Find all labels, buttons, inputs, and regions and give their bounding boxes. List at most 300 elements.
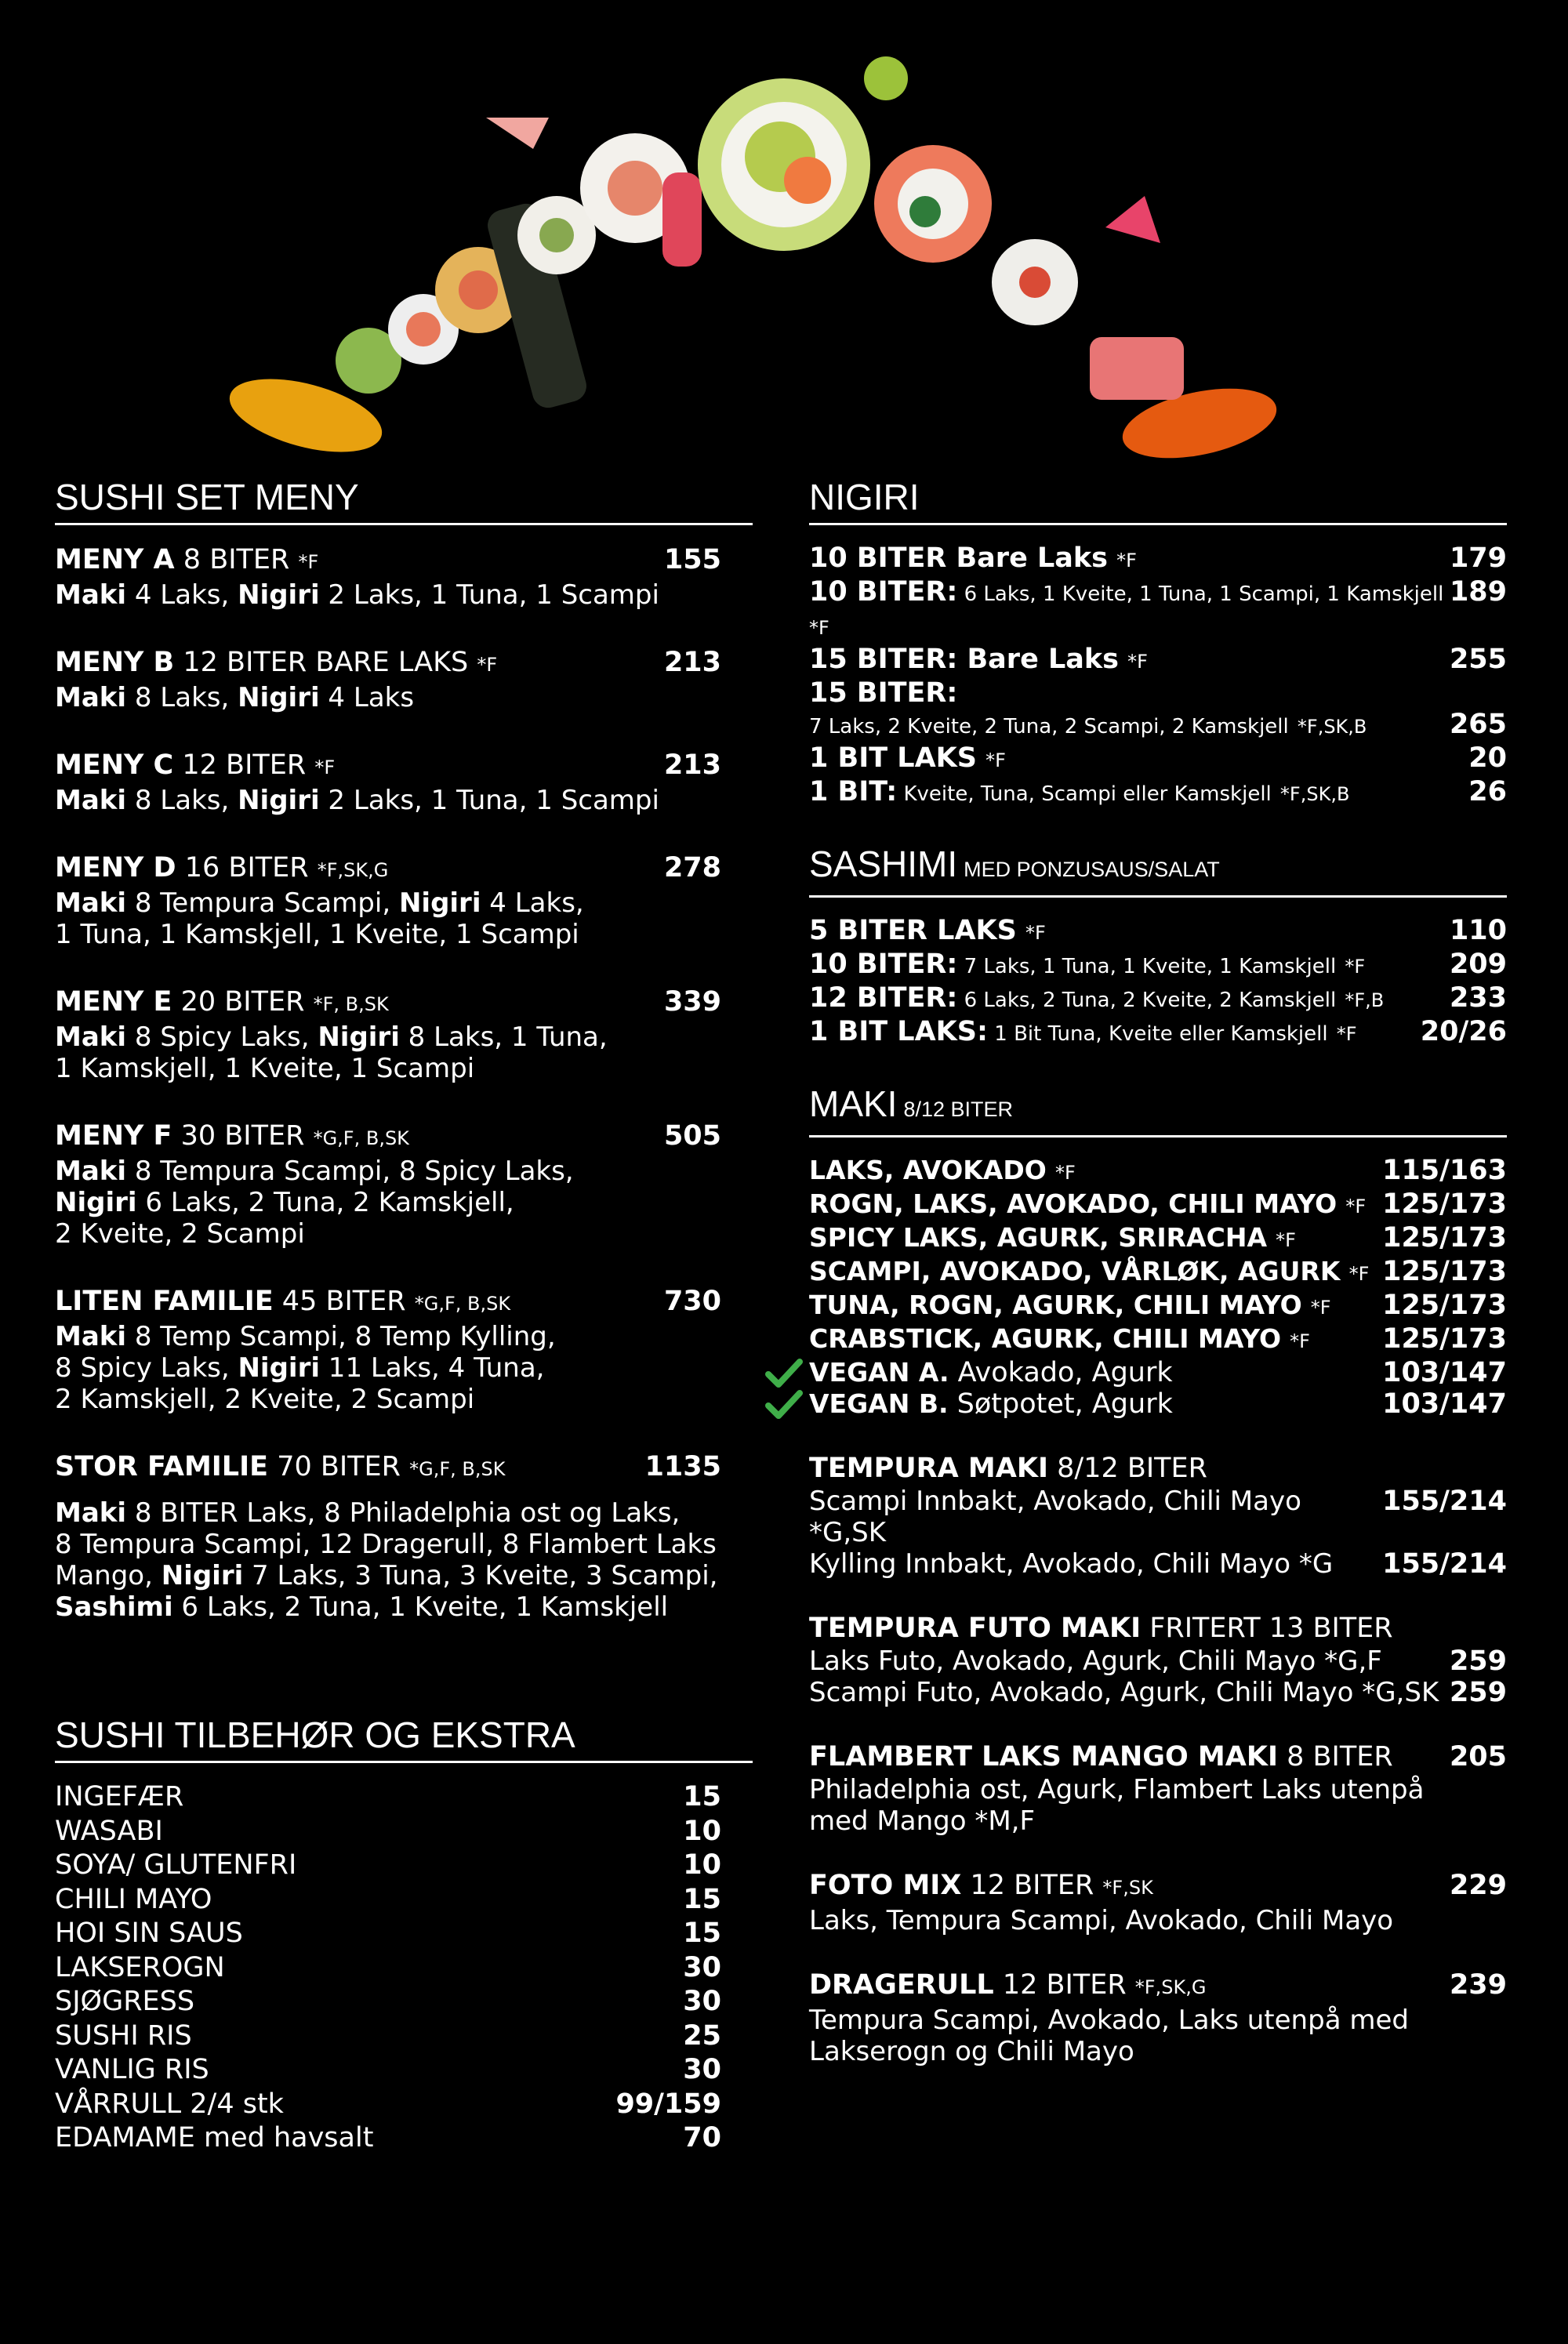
maki-row	[809, 1290, 1507, 1323]
extras-price: 99/159	[615, 2088, 721, 2120]
set-menu-description	[55, 1497, 753, 1529]
allergen-tag: *M,F	[975, 1805, 1036, 1837]
extras-name: SUSHI RIS	[55, 2019, 192, 2052]
sashimi-price: 20/26	[1420, 1016, 1507, 1047]
maki-label-bold: VEGAN A.	[809, 1357, 949, 1388]
extras-row	[55, 1985, 753, 2019]
nigiri-row	[809, 709, 1507, 742]
set-menu-price: 339	[663, 986, 721, 1018]
nigiri-row	[809, 742, 1507, 776]
maki-special-header	[809, 1451, 1507, 1486]
set-menu-pieces: 8 BITER	[183, 544, 290, 575]
maki-special-name: FLAMBERT LAKS MANGO MAKI	[809, 1741, 1278, 1773]
set-menu-description	[55, 1053, 753, 1084]
set-menu-pieces: 45 BITER	[281, 1286, 406, 1317]
maki-label	[809, 1388, 1173, 1420]
nigiri-label-bold: 15 BITER: Bare Laks	[809, 644, 1120, 675]
maki-special-line-price: 259	[1449, 1677, 1507, 1708]
maki-row	[809, 1323, 1507, 1357]
maki-label-detail: Avokado, Agurk	[949, 1357, 1173, 1388]
allergen-tag: *F	[1025, 922, 1046, 944]
maki-special-line-price: 259	[1449, 1646, 1507, 1677]
desc-keyword: Nigiri	[398, 887, 481, 919]
desc-keyword: Nigiri	[238, 1352, 320, 1384]
desc-text: 8 Temp Scampi, 8 Temp Kylling,	[126, 1321, 556, 1352]
nigiri-label-bold: 10 BITER Bare Laks	[809, 542, 1109, 574]
maki-special-item	[809, 1611, 1507, 1708]
maki-special-line-text	[809, 1486, 1382, 1548]
specials-list	[809, 1451, 1507, 2067]
maki-label	[809, 1188, 1366, 1222]
maki-special-line	[809, 1805, 1507, 1837]
extras-row	[55, 2121, 753, 2156]
maki-list	[809, 1155, 1507, 1420]
allergen-tag: *F	[1348, 1263, 1370, 1285]
maki-label	[809, 1323, 1310, 1357]
set-menu-name: MENY A	[55, 544, 175, 575]
maki-special-name: DRAGERULL	[809, 1969, 994, 2001]
desc-text: 8 Spicy Laks,	[55, 1352, 238, 1384]
set-menu-name: MENY B	[55, 647, 175, 678]
sashimi-label	[809, 949, 1365, 982]
maki-label-bold: TUNA, ROGN, AGURK, CHILI MAYO	[809, 1290, 1302, 1320]
maki-special-item	[809, 1740, 1507, 1837]
maki-special-pieces: 12 BITER	[970, 1870, 1094, 1901]
maki-subtitle: 8/12 BITER	[903, 1098, 1014, 1121]
allergen-tag: *G,SK	[809, 1517, 887, 1548]
desc-keyword: Maki	[55, 887, 127, 919]
maki-price: 125/173	[1382, 1222, 1507, 1254]
nigiri-label	[809, 677, 957, 709]
extras-row	[55, 2019, 753, 2054]
allergen-tag: *F	[1345, 956, 1366, 978]
maki-special-line-desc: Scampi Innbakt, Avokado, Chili Mayo	[809, 1486, 1301, 1517]
nigiri-label-bold: 1 BIT LAKS	[809, 742, 978, 774]
extras-name: SJØGRESS	[55, 1986, 195, 2017]
allergen-tag: *F	[1116, 550, 1137, 571]
maki-row	[809, 1155, 1507, 1188]
set-menu-description	[55, 1591, 753, 1623]
left-column	[55, 474, 753, 2156]
vegan-check-icon	[765, 1388, 803, 1420]
set-menu-price: 1135	[644, 1451, 721, 1482]
set-menu-header	[55, 645, 753, 682]
sashimi-label	[809, 915, 1046, 949]
nigiri-row	[809, 576, 1507, 644]
extras-name: CHILI MAYO	[55, 1883, 212, 1915]
maki-label	[809, 1222, 1296, 1256]
extras-row	[55, 2088, 753, 2122]
nigiri-label	[809, 576, 1450, 644]
nigiri-price: 265	[1449, 709, 1507, 740]
set-menu-pieces: 20 BITER	[180, 986, 305, 1018]
set-menu-title-group	[55, 851, 388, 887]
set-menu-pieces: 30 BITER	[180, 1120, 305, 1152]
nigiri-row	[809, 776, 1507, 810]
set-menu-description	[55, 1352, 753, 1384]
sashimi-row	[809, 949, 1507, 982]
maki-special-item	[809, 1968, 1507, 2067]
allergen-tag: *F	[1290, 1330, 1310, 1352]
desc-text: Mango,	[55, 1560, 162, 1591]
set-menu-item	[55, 645, 753, 713]
extras-row	[55, 2053, 753, 2088]
allergen-tag: *F	[1127, 651, 1148, 673]
sashimi-title: SASHIMI	[809, 844, 958, 884]
sashimi-label-detail: 6 Laks, 2 Tuna, 2 Kveite, 2 Kamskjell	[957, 989, 1337, 1012]
set-menu-item	[55, 851, 753, 950]
maki-special-line-desc: Lakserogn og Chili Mayo	[809, 2036, 1134, 2067]
nigiri-price: 255	[1449, 644, 1507, 675]
allergen-tag: *F	[1276, 1229, 1296, 1251]
allergen-tag: *F,SK,G	[1134, 1976, 1207, 1998]
maki-special-price: 205	[1449, 1741, 1507, 1773]
maki-special-pieces: FRITERT 13 BITER	[1149, 1613, 1393, 1644]
set-menu-description	[55, 1156, 753, 1187]
maki-special-line-text	[809, 1774, 1424, 1805]
maki-special-price: 239	[1449, 1969, 1507, 2001]
maki-label	[809, 1256, 1369, 1290]
set-menu-item	[55, 1450, 753, 1623]
maki-special-line	[809, 1548, 1507, 1580]
set-menu-pieces: 70 BITER	[277, 1451, 401, 1482]
nigiri-label	[809, 742, 1006, 776]
set-menu-item	[55, 1119, 753, 1250]
desc-text: 8 Laks, 1 Tuna,	[399, 1021, 608, 1053]
extras-list	[55, 1780, 753, 2156]
nigiri-label	[809, 542, 1137, 576]
desc-keyword: Maki	[55, 579, 127, 611]
allergen-tag: *F, B,SK	[313, 993, 389, 1015]
set-menu-item	[55, 542, 753, 611]
maki-special-price: 229	[1449, 1870, 1507, 1901]
maki-special-line	[809, 2036, 1507, 2067]
maki-special-line	[809, 1646, 1507, 1677]
maki-row	[809, 1222, 1507, 1256]
set-menu-price: 155	[663, 544, 721, 575]
maki-special-header	[809, 1611, 1507, 1646]
maki-row	[809, 1256, 1507, 1290]
allergen-tag: *F	[809, 617, 829, 639]
maki-label-bold: CRABSTICK, AGURK, CHILI MAYO	[809, 1323, 1282, 1354]
set-menu-description	[55, 1529, 753, 1560]
set-menu-description	[55, 1218, 753, 1250]
set-menu-title-group	[55, 985, 389, 1021]
maki-label-bold: VEGAN B.	[809, 1388, 949, 1419]
maki-special-title-group	[809, 1740, 1393, 1774]
desc-text: 4 Laks	[319, 682, 415, 713]
set-menu-name: STOR FAMILIE	[55, 1451, 269, 1482]
set-menu-price: 730	[663, 1286, 721, 1317]
allergen-tag: *F,B	[1345, 989, 1385, 1011]
set-menu-title-group	[55, 748, 335, 785]
maki-special-line	[809, 1677, 1507, 1708]
maki-special-line-text	[809, 1677, 1439, 1708]
set-menu-title-group	[55, 645, 497, 682]
desc-text: 8 Laks,	[126, 785, 238, 816]
set-menu-price: 213	[663, 647, 721, 678]
set-menu-pieces: 16 BITER	[184, 852, 309, 884]
desc-text: 8 BITER Laks, 8 Philadelphia ost og Laks,	[126, 1497, 681, 1529]
allergen-tag: *F,SK,B	[1279, 783, 1350, 805]
set-menu-name: MENY E	[55, 986, 172, 1018]
allergen-tag: *G	[1298, 1548, 1334, 1580]
maki-price: 125/173	[1382, 1290, 1507, 1321]
maki-label	[809, 1357, 1173, 1388]
desc-keyword: Maki	[55, 785, 127, 816]
desc-text: 2 Laks, 1 Tuna, 1 Scampi	[319, 579, 659, 611]
extras-price: 25	[683, 2019, 721, 2052]
extras-name: WASABI	[55, 1815, 163, 1847]
maki-special-header	[809, 1968, 1507, 2005]
desc-text: 8 Tempura Scampi, 8 Spicy Laks,	[126, 1156, 574, 1187]
sashimi-label-detail: 7 Laks, 1 Tuna, 1 Kveite, 1 Kamskjell	[957, 955, 1337, 978]
set-menu-header	[55, 748, 753, 785]
desc-text: 1 Tuna, 1 Kamskjell, 1 Kveite, 1 Scampi	[55, 919, 579, 950]
sashimi-price: 233	[1449, 982, 1507, 1014]
extras-price: 15	[683, 1918, 721, 1949]
set-menu-description	[55, 1187, 753, 1218]
allergen-tag: *F	[314, 757, 336, 778]
allergen-tag: *G,F	[1324, 1646, 1382, 1677]
set-menu-header	[55, 1450, 753, 1486]
allergen-tag: *G,F, B,SK	[313, 1127, 409, 1149]
nigiri-label-detail: Kveite, Tuna, Scampi eller Kamskjell	[897, 782, 1272, 806]
maki-label-detail: Søtpotet, Agurk	[948, 1388, 1173, 1420]
sashimi-price: 110	[1449, 915, 1507, 946]
allergen-tag: *F	[477, 654, 498, 676]
extras-price: 70	[683, 2122, 721, 2154]
allergen-tag: *F	[1345, 1196, 1367, 1217]
maki-price: 103/147	[1382, 1388, 1507, 1420]
nigiri-row	[809, 677, 1507, 709]
maki-special-line-desc: Philadelphia ost, Agurk, Flambert Laks utenpå	[809, 1774, 1425, 1805]
set-menu-description	[55, 1384, 753, 1415]
sashimi-label-bold: 10 BITER:	[809, 949, 958, 980]
set-menu-header	[55, 542, 753, 579]
maki-special-line-desc: Scampi Futo, Avokado, Agurk, Chili Mayo	[809, 1677, 1354, 1708]
desc-keyword: Maki	[55, 1156, 127, 1187]
desc-keyword: Nigiri	[238, 682, 320, 713]
maki-special-line-desc: Laks Futo, Avokado, Agurk, Chili Mayo	[809, 1646, 1316, 1677]
sashimi-label	[809, 1016, 1357, 1050]
set-menu-header	[55, 985, 753, 1021]
set-menu-description	[55, 919, 753, 950]
set-menu-pieces: 12 BITER	[182, 749, 307, 781]
sushi-hero-image	[212, 47, 1309, 486]
sashimi-label-bold: 5 BITER LAKS	[809, 915, 1017, 946]
set-menu-item	[55, 748, 753, 816]
set-menu-item	[55, 985, 753, 1084]
extras-price: 10	[683, 1849, 721, 1881]
maki-special-title-group	[809, 1451, 1207, 1486]
desc-text: 8 Spicy Laks,	[126, 1021, 318, 1053]
set-menu-description	[55, 887, 753, 919]
set-menu-header	[55, 851, 753, 887]
vegan-check-icon	[765, 1357, 803, 1388]
maki-special-line	[809, 1905, 1507, 1936]
maki-special-pieces: 8/12 BITER	[1057, 1453, 1207, 1484]
maki-special-pieces: 8 BITER	[1287, 1741, 1393, 1773]
maki-special-header	[809, 1868, 1507, 1905]
set-menu-description	[55, 1021, 753, 1053]
maki-special-line-desc: Laks, Tempura Scampi, Avokado, Chili Mayo	[809, 1905, 1394, 1936]
maki-special-header	[809, 1740, 1507, 1774]
maki-special-line-desc: Kylling Innbakt, Avokado, Chili Mayo	[809, 1548, 1291, 1580]
desc-keyword: Maki	[55, 1021, 127, 1053]
maki-special-line-price: 155/214	[1382, 1486, 1507, 1517]
maki-special-line	[809, 1486, 1507, 1548]
sashimi-price: 209	[1449, 949, 1507, 980]
section-title-nigiri: NIGIRI	[809, 474, 1507, 525]
desc-text: 6 Laks, 2 Tuna, 2 Kamskjell,	[136, 1187, 514, 1218]
nigiri-label-bold: 1 BIT:	[809, 776, 898, 807]
allergen-tag: *G,F, B,SK	[414, 1293, 511, 1315]
extras-row	[55, 1780, 753, 1815]
sashimi-label	[809, 982, 1384, 1016]
extras-row	[55, 1849, 753, 1883]
extras-price: 10	[683, 1815, 721, 1847]
nigiri-label	[809, 709, 1367, 742]
set-menu-description	[55, 785, 753, 816]
section-title-sushi-set: SUSHI SET MENY	[55, 474, 753, 525]
allergen-tag: *F	[1336, 1023, 1357, 1045]
maki-special-line-text	[809, 2005, 1409, 2036]
maki-label	[809, 1290, 1331, 1323]
nigiri-label	[809, 776, 1349, 810]
nigiri-price: 179	[1449, 542, 1507, 574]
set-menu-description	[55, 1560, 753, 1591]
extras-name: HOI SIN SAUS	[55, 1918, 243, 1949]
set-menu-header	[55, 1284, 753, 1321]
nigiri-price: 20	[1468, 742, 1507, 774]
desc-text: 4 Laks,	[126, 579, 238, 611]
maki-special-line	[809, 2005, 1507, 2036]
sashimi-subtitle: MED PONZUSAUS/SALAT	[964, 858, 1220, 881]
maki-row	[809, 1357, 1507, 1388]
nigiri-row	[809, 542, 1507, 576]
set-menu-name: LITEN FAMILIE	[55, 1286, 274, 1317]
extras-price: 30	[683, 1986, 721, 2017]
maki-special-line-price: 155/214	[1382, 1548, 1507, 1580]
desc-text: 8 Tempura Scampi, 12 Dragerull, 8 Flambert Laks	[55, 1529, 717, 1560]
set-menu-item	[55, 1284, 753, 1415]
set-menu-header	[55, 1119, 753, 1156]
section-title-maki	[809, 1081, 1507, 1138]
maki-special-line-text	[809, 1646, 1382, 1677]
nigiri-price: 26	[1468, 776, 1507, 807]
set-menu-title-group	[55, 1119, 409, 1156]
allergen-tag: *G,SK	[1362, 1677, 1439, 1708]
maki-special-line-text	[809, 1905, 1393, 1936]
set-menu-description	[55, 579, 753, 611]
desc-text: 8 Laks,	[126, 682, 238, 713]
desc-keyword: Nigiri	[238, 785, 320, 816]
nigiri-label-detail: 7 Laks, 2 Kveite, 2 Tuna, 2 Scampi, 2 Kamskjell	[809, 715, 1289, 738]
allergen-tag: *G,F, B,SK	[409, 1458, 506, 1480]
maki-label-bold: SCAMPI, AVOKADO, VÅRLØK, AGURK	[809, 1256, 1341, 1286]
maki-special-line-desc: med Mango	[809, 1805, 967, 1837]
extras-row	[55, 1815, 753, 1849]
extras-name: INGEFÆR	[55, 1781, 184, 1812]
maki-label-bold: ROGN, LAKS, AVOKADO, CHILI MAYO	[809, 1188, 1338, 1219]
desc-keyword: Sashimi	[55, 1591, 173, 1623]
allergen-tag: *F,SK,B	[1297, 716, 1367, 738]
extras-name: VÅRRULL 2/4 stk	[55, 2088, 284, 2120]
maki-price: 115/163	[1382, 1155, 1507, 1186]
maki-special-line	[809, 1774, 1507, 1805]
allergen-tag: *F	[1054, 1162, 1076, 1184]
desc-keyword: Maki	[55, 1321, 127, 1352]
extras-name: EDAMAME med havsalt	[55, 2122, 374, 2154]
extras-name: LAKSEROGN	[55, 1951, 225, 1983]
set-menu-price: 213	[663, 749, 721, 781]
allergen-tag: *F,SK	[1102, 1877, 1153, 1899]
desc-text: 2 Kveite, 2 Scampi	[55, 1218, 305, 1250]
sashimi-list	[809, 915, 1507, 1050]
sashimi-row	[809, 1016, 1507, 1050]
maki-price: 125/173	[1382, 1323, 1507, 1355]
extras-row	[55, 1917, 753, 1951]
nigiri-label	[809, 644, 1148, 677]
maki-special-item	[809, 1451, 1507, 1580]
extras-price: 15	[683, 1781, 721, 1812]
maki-row	[809, 1388, 1507, 1420]
section-title-sashimi	[809, 841, 1507, 898]
nigiri-label-bold: 15 BITER:	[809, 677, 958, 709]
set-menu-name: MENY C	[55, 749, 174, 781]
set-menu-price: 505	[663, 1120, 721, 1152]
set-menu-name: MENY D	[55, 852, 176, 884]
maki-special-name: TEMPURA FUTO MAKI	[809, 1613, 1142, 1644]
extras-price: 30	[683, 2054, 721, 2085]
allergen-tag: *F,SK,G	[317, 859, 389, 881]
maki-label-bold: LAKS, AVOKADO	[809, 1155, 1047, 1185]
maki-row	[809, 1188, 1507, 1222]
desc-text: 2 Kamskjell, 2 Kveite, 2 Scampi	[55, 1384, 475, 1415]
desc-text: 1 Kamskjell, 1 Kveite, 1 Scampi	[55, 1053, 475, 1084]
sashimi-row	[809, 915, 1507, 949]
desc-text: 7 Laks, 3 Tuna, 3 Kveite, 3 Scampi,	[243, 1560, 718, 1591]
desc-keyword: Maki	[55, 682, 127, 713]
nigiri-list	[809, 542, 1507, 810]
allergen-tag: *F	[985, 749, 1006, 771]
maki-label	[809, 1155, 1076, 1188]
maki-special-line-text	[809, 1548, 1333, 1580]
set-menu-price: 278	[663, 852, 721, 884]
desc-text: 2 Laks, 1 Tuna, 1 Scampi	[319, 785, 659, 816]
set-menu-description	[55, 1321, 753, 1352]
maki-special-title-group	[809, 1611, 1393, 1646]
desc-text: 4 Laks,	[481, 887, 584, 919]
maki-special-name: FOTO MIX	[809, 1870, 962, 1901]
nigiri-price: 189	[1449, 576, 1507, 608]
maki-price: 125/173	[1382, 1188, 1507, 1220]
set-menu-pieces: 12 BITER BARE LAKS	[183, 647, 469, 678]
desc-keyword: Nigiri	[318, 1021, 400, 1053]
sashimi-row	[809, 982, 1507, 1016]
extras-price: 15	[683, 1883, 721, 1915]
set-menu-title-group	[55, 1450, 506, 1486]
extras-name: VANLIG RIS	[55, 2054, 209, 2085]
maki-price: 125/173	[1382, 1256, 1507, 1287]
nigiri-label-detail: 6 Laks, 1 Kveite, 1 Tuna, 1 Scampi, 1 Kamskjell	[957, 582, 1444, 606]
maki-special-line-desc: Tempura Scampi, Avokado, Laks utenpå med	[809, 2005, 1409, 2036]
desc-keyword: Nigiri	[161, 1560, 244, 1591]
set-menu-name: MENY F	[55, 1120, 172, 1152]
maki-special-line-text	[809, 2036, 1134, 2067]
maki-special-pieces: 12 BITER	[1002, 1969, 1127, 2001]
